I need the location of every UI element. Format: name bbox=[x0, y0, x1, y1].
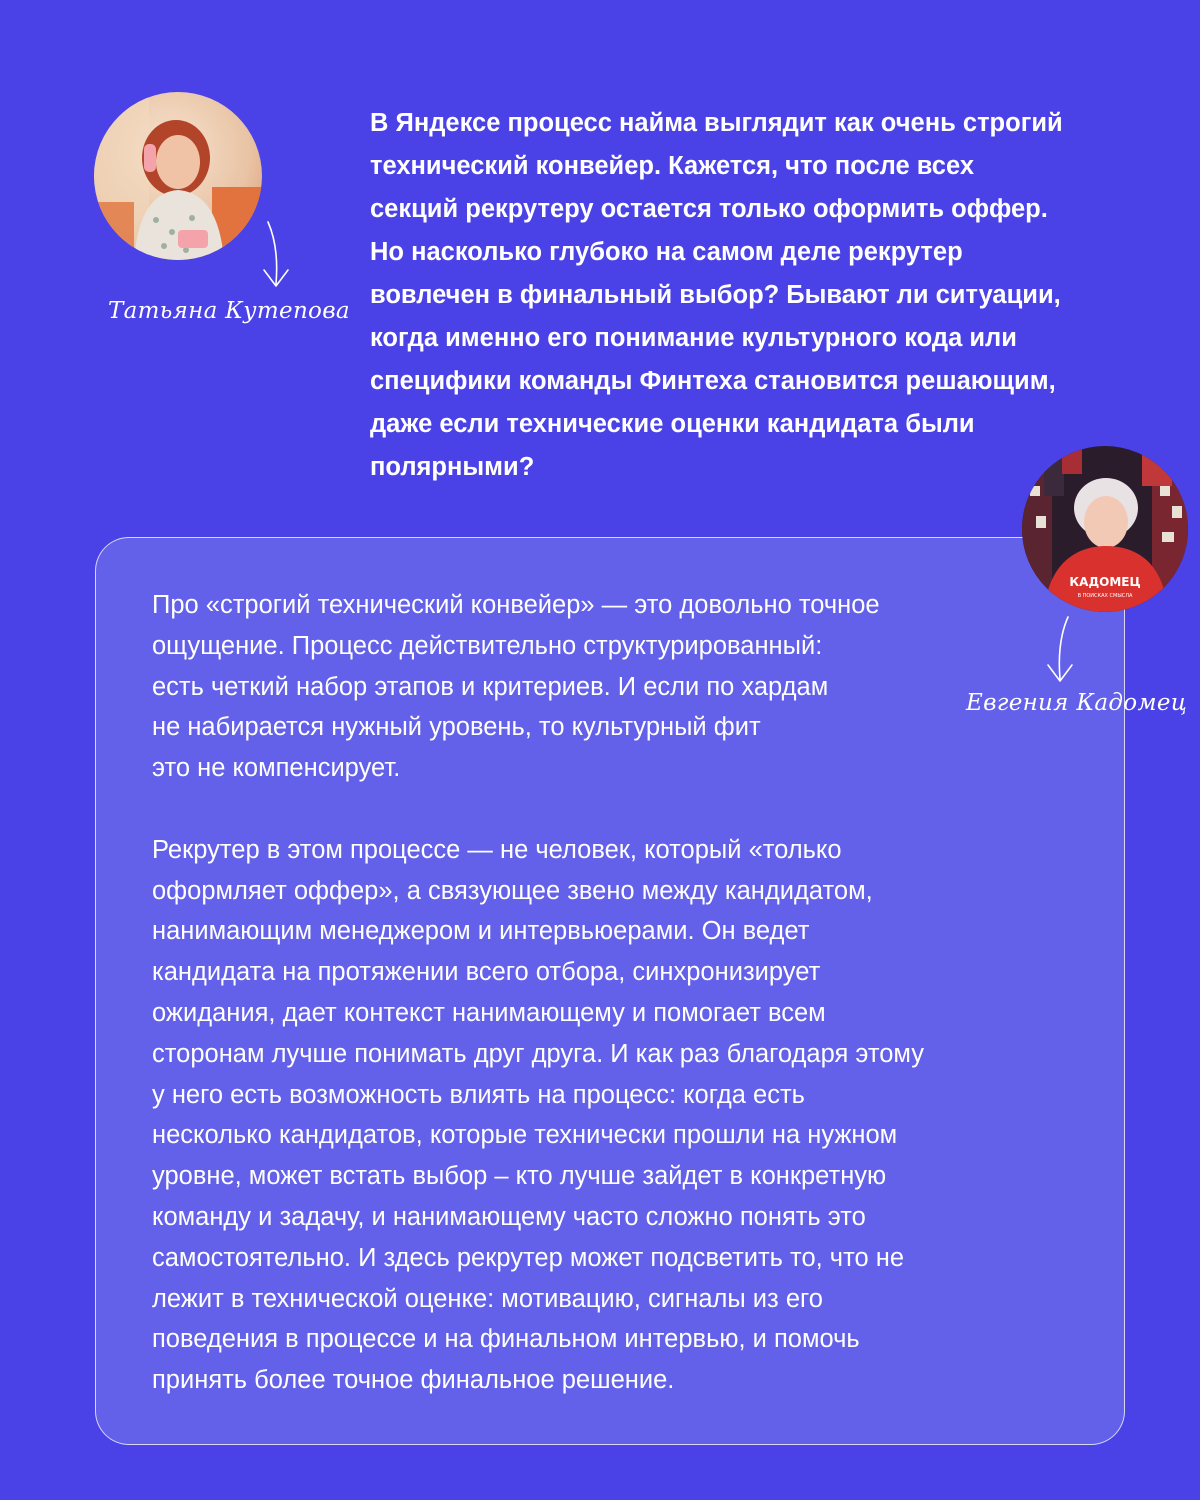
answer-line: ощущение. Процесс действительно структурированный: bbox=[152, 631, 823, 660]
interviewer-name: Татьяна Кутепова bbox=[108, 298, 350, 324]
answer-line: несколько кандидатов, которые технически прошли на нужном bbox=[152, 1121, 898, 1150]
answer-line: самостоятельно. И здесь рекрутер может подсветить то, что не bbox=[152, 1243, 905, 1272]
answer-line: оформляет оффер», а связующее звено между кандидатом, bbox=[152, 876, 873, 905]
answer-line: нанимающим менеджером и интервьюерами. Он ведет bbox=[152, 917, 810, 946]
answer-line: это не компенсирует. bbox=[152, 754, 401, 783]
answer-text bbox=[152, 585, 924, 1401]
interviewer-photo bbox=[94, 92, 262, 260]
answer-line: сторонам лучше понимать друг друга. И как раз благодаря этому bbox=[152, 1039, 924, 1068]
question-line: специфики команды Финтеха становится решающим, bbox=[370, 367, 1056, 395]
answer-line: уровне, может встать выбор – кто лучше зайдет в конкретную bbox=[152, 1162, 887, 1191]
question-line: технический конвейер. Кажется, что после всех bbox=[370, 152, 975, 180]
hoodie-logo: КАДОМЕЦ bbox=[1069, 575, 1141, 589]
question-line: Но насколько глубоко на самом деле рекрутер bbox=[370, 238, 963, 266]
interviewer-avatar bbox=[94, 92, 262, 260]
question-line: даже если технические оценки кандидата были bbox=[370, 410, 975, 438]
expert-avatar bbox=[1022, 446, 1188, 612]
paragraph-gap bbox=[152, 789, 924, 830]
hoodie-tagline: В ПОИСКАХ СМЫСЛА bbox=[1077, 593, 1133, 599]
question-text bbox=[370, 102, 1190, 489]
expert-name: Евгения Кадомец bbox=[966, 690, 1188, 716]
question-line: В Яндексе процесс найма выглядит как очень строгий bbox=[370, 109, 1063, 137]
expert-photo bbox=[1022, 446, 1188, 612]
answer-line: есть четкий набор этапов и критериев. И если по хардам bbox=[152, 672, 829, 701]
answer-line: Рекрутер в этом процессе — не человек, который «только bbox=[152, 835, 842, 864]
answer-line: Про «строгий технический конвейер» — это довольно точное bbox=[152, 591, 880, 619]
question-line: секций рекрутеру остается только оформить оффер. bbox=[370, 195, 1048, 223]
answer-line: у него есть возможность влиять на процесс: когда есть bbox=[152, 1080, 805, 1109]
question-line: вовлечен в финальный выбор? Бывают ли ситуации, bbox=[370, 281, 1061, 309]
answer-line: команду и задачу, и нанимающему часто сложно понять это bbox=[152, 1202, 866, 1231]
answer-line: ожидания, дает контекст нанимающему и помогает всем bbox=[152, 998, 826, 1027]
question-line: когда именно его понимание культурного кода или bbox=[370, 324, 1017, 352]
arrow-down-icon bbox=[1040, 615, 1080, 687]
answer-line: лежит в технической оценке: мотивацию, сигналы из его bbox=[152, 1284, 823, 1313]
question-line: полярными? bbox=[370, 453, 535, 481]
answer-line: принять более точное финальное решение. bbox=[152, 1366, 675, 1395]
arrow-down-icon bbox=[258, 220, 298, 292]
answer-line: кандидата на протяжении всего отбора, синхронизирует bbox=[152, 958, 821, 987]
answer-line: не набирается нужный уровень, то культурный фит bbox=[152, 713, 761, 742]
answer-line: поведения в процессе и на финальном интервью, и помочь bbox=[152, 1325, 860, 1354]
